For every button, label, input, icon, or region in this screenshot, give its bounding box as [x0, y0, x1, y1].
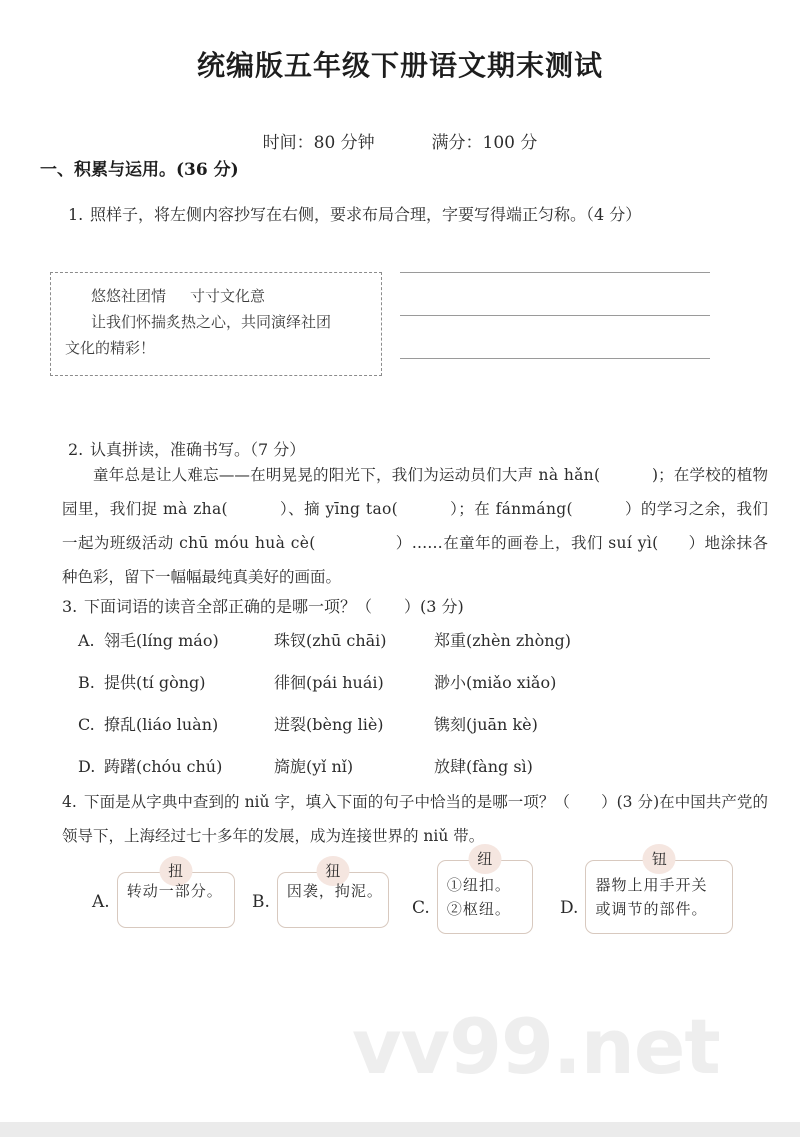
page-title: 统编版五年级下册语文期末测试 [196, 49, 603, 82]
question-3-option-a[interactable] [78, 628, 571, 651]
sample-line-3: 文化的精彩！ [65, 339, 156, 357]
card-b-lines [286, 879, 383, 903]
question-1-number: 1. [68, 205, 84, 224]
card-c-line-2: ②枢纽。 [446, 900, 511, 918]
option-d-item-3: 放肆(fàng sì) [434, 757, 533, 776]
q2-part-1: 童年总是让人难忘——在明晃晃的阳光下，我们为运动员们大声 [93, 466, 534, 484]
question-2-text: 认真拼读，准确书写。（7 分） [90, 440, 306, 459]
option-b-label: B. [78, 673, 95, 692]
card-c-lines [447, 867, 523, 921]
q2-part-7: ）地涂抹各种色彩，留下一幅幅最纯真美好的画面。 [62, 534, 768, 586]
q2-part-4: ）；在 [449, 500, 491, 518]
section-heading: 一、积累与运用。(36 分) [40, 160, 239, 180]
q2-pinyin-4: fánmáng [495, 500, 567, 518]
question-2-number: 2. [68, 440, 84, 459]
option-a-item-2: 珠钗(zhū chāi) [274, 631, 387, 650]
option-b-item-2: 徘徊(pái huái) [274, 673, 384, 692]
card-b-character: 狃 [316, 856, 349, 886]
card-d-line-2: 或调节的部件。 [595, 900, 708, 918]
watermark: vv99.net [352, 1002, 720, 1091]
handwriting-sample-box [50, 272, 382, 376]
dictionary-card-group-d[interactable] [560, 850, 733, 934]
question-3-prompt [62, 592, 464, 622]
exam-meta [0, 128, 800, 153]
answer-line[interactable] [400, 315, 710, 316]
card-a-line-1: 转动一部分。 [126, 882, 223, 900]
question-1-prompt [68, 200, 641, 230]
exam-score-label: 满分：100 分 [431, 133, 538, 153]
card-d-lines [595, 867, 723, 921]
question-4-number: 4. [62, 793, 77, 811]
card-d-line-1: 器物上用手开关 [595, 876, 708, 894]
card-b-label: B. [252, 892, 270, 912]
question-4-prompt [62, 785, 768, 853]
q2-part-5: ）的学习之余，我们一起为班级活动 [62, 500, 768, 552]
card-c-character: 纽 [468, 844, 501, 874]
card-a-label: A. [92, 892, 110, 912]
sample-line-2: 让我们怀揣炙热之心，共同演绎社团 [91, 313, 332, 331]
option-d-item-1: 踌躇(chóu chú) [104, 757, 223, 776]
card-a-lines [127, 879, 225, 903]
sample-line-1 [65, 283, 371, 309]
option-d-label: D. [78, 757, 96, 776]
q2-pinyin-6: suí yì [608, 534, 653, 552]
card-b-line-1: 因袭，拘泥。 [286, 882, 383, 900]
option-a-item-1: 翎毛(líng máo) [104, 631, 219, 650]
card-d-character: 钮 [643, 844, 676, 874]
exam-time-label: 时间：80 分钟 [262, 133, 375, 153]
handwriting-sample-text [65, 283, 371, 361]
dictionary-card-group-b[interactable] [252, 862, 389, 928]
question-2-body: 童年总是让人难忘——在明晃晃的阳光下，我们为运动员们大声 nà hǎn( )；在学校的植物园里，我们捉 mà zha( ）、摘 yīng tao( ）；在 fánmáng( ）的学习之余，我们一起为班级活动 chū móu huà cè( ）……在童年的画卷上，我们 suí yì( ）地涂抹各种色彩，留下一幅幅最纯真美好的画面。 [62, 466, 768, 586]
dictionary-card-group-a[interactable] [92, 862, 235, 928]
q2-part-3: ）、摘 [279, 500, 321, 518]
card-c-label: C. [412, 898, 430, 918]
option-c-item-2: 迸裂(bèng liè) [274, 715, 384, 734]
q2-part-2: ；在学校的植物园里，我们捉 [62, 466, 768, 518]
option-a-label: A. [78, 631, 95, 650]
question-3-number: 3. [62, 597, 78, 616]
option-c-item-3: 镌刻(juān kè) [434, 715, 538, 734]
q2-pinyin-1: nà hǎn [538, 466, 594, 484]
question-3-option-b[interactable] [78, 670, 556, 693]
answer-line[interactable] [400, 358, 710, 359]
dictionary-card-a[interactable] [117, 862, 235, 928]
option-d-item-2: 旖旎(yǐ nǐ) [274, 757, 354, 776]
option-c-item-1: 撩乱(liáo luàn) [104, 715, 219, 734]
dictionary-card-b[interactable] [277, 862, 389, 928]
card-a-character: 扭 [159, 856, 192, 886]
question-3-text: 下面词语的读音全部正确的是哪一项？（ ）(3 分) [84, 597, 464, 616]
option-b-item-3: 渺小(miǎo xiǎo) [434, 673, 557, 692]
q2-pinyin-2: mà zha [163, 500, 222, 518]
card-c-line-1: ①纽扣。 [446, 876, 511, 894]
question-3-option-d[interactable] [78, 754, 533, 777]
sample-line-1a: 悠悠社团情 [91, 287, 167, 305]
question-4-text: 下面是从字典中查到的 niǔ 字，填入下面的句子中恰当的是哪一项？（ ）(3 分)在中国共产党的领导下，上海经过七十多年的发展，成为连接世界的 niǔ 带。 [62, 793, 768, 845]
q2-pinyin-3: yīng tao [325, 500, 392, 518]
handwriting-answer-lines[interactable] [400, 272, 710, 401]
option-b-item-1: 提供(tí gòng) [104, 673, 206, 692]
question-3-option-c[interactable] [78, 712, 538, 735]
q2-part-6: ）……在童年的画卷上，我们 [395, 534, 603, 552]
answer-line[interactable] [400, 272, 710, 273]
dictionary-card-group-c[interactable] [412, 850, 533, 934]
sample-line-1b: 寸寸文化意 [190, 287, 266, 305]
q2-pinyin-5: chū móu huà cè [179, 534, 310, 552]
dictionary-option-cards [92, 850, 732, 956]
dictionary-card-d[interactable] [585, 850, 733, 934]
option-a-item-3: 郑重(zhèn zhòng) [434, 631, 571, 650]
card-d-label: D. [560, 898, 579, 918]
question-1-text: 照样子，将左侧内容抄写在右侧，要求布局合理，字要写得端正匀称。（4 分） [90, 205, 642, 224]
dictionary-card-c[interactable] [437, 850, 533, 934]
option-c-label: C. [78, 715, 95, 734]
page-bottom-band [0, 1122, 800, 1137]
